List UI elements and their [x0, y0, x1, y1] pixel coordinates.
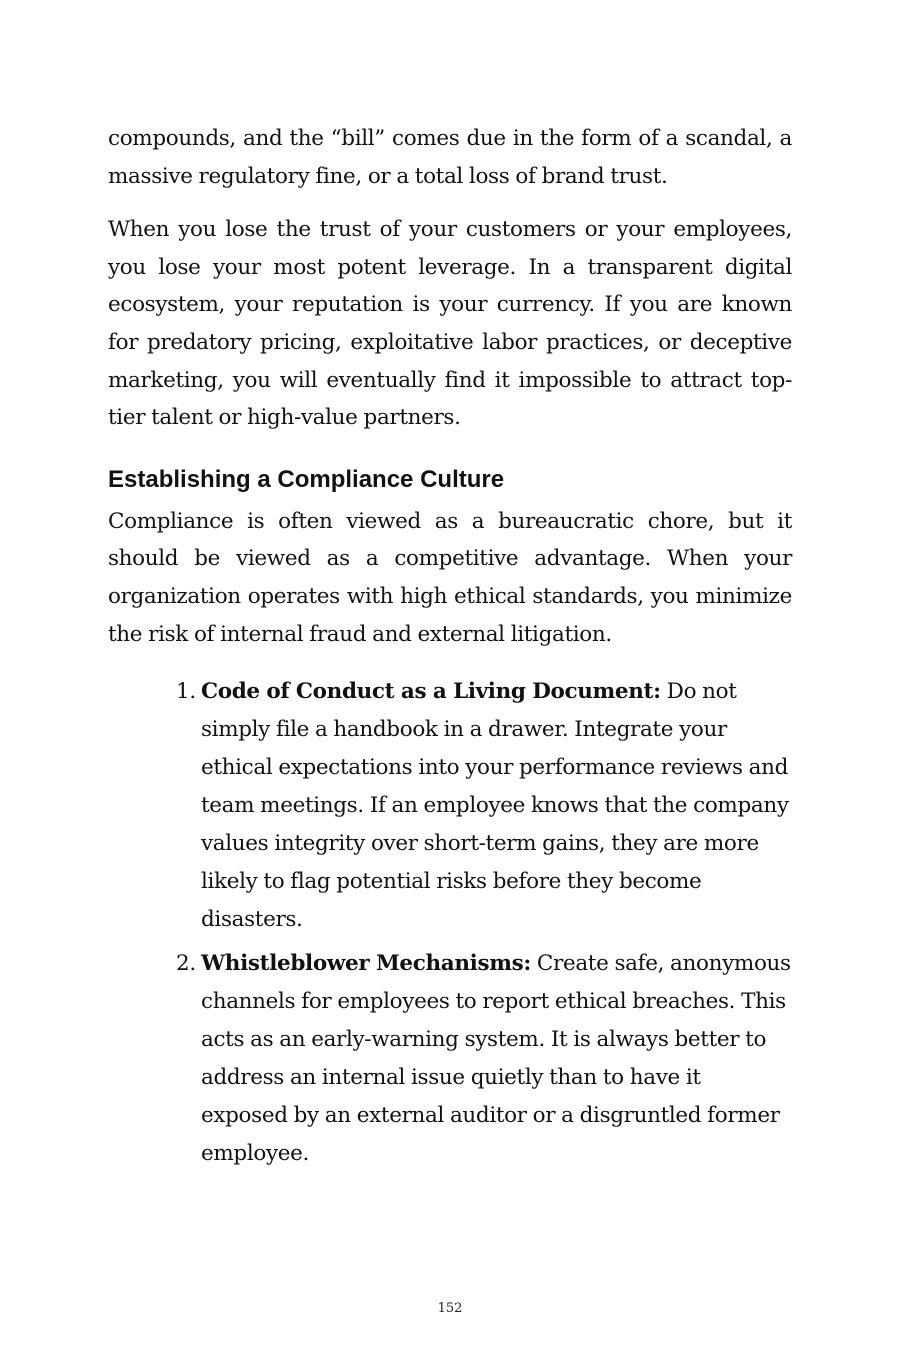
list-item — [108, 945, 792, 1172]
list-item-number: 2. — [176, 951, 196, 977]
list-item-number: 1. — [176, 679, 196, 705]
page-body — [108, 120, 792, 1180]
page-number: 152 — [437, 1301, 463, 1316]
section-intro-paragraph: Compliance is often viewed as a bureaucratic chore, but it should be viewed as a competitive advantage. When your organization operates with high ethical standards, you minimize the risk of internal fraud and external litigation. — [108, 508, 792, 647]
section-heading: Establishing a Compliance Culture — [108, 465, 505, 493]
list-item — [108, 673, 792, 938]
paragraph-continuation: compounds, and the “bill” comes due in the form of a scandal, a massive regulatory fine, or a total loss of brand trust. — [108, 126, 792, 189]
paragraph-trust: When you lose the trust of your customers or your employees, you lose your most potent leverage. In a transparent digital ecosystem, your reputation is your currency. If you are known for predatory pricing, exploitative labor practices, or deceptive marketing, you will eventually find it impossible to attract top-tier talent or high-value partners. — [108, 217, 792, 431]
list-item-term: Code of Conduct as a Living Document: — [201, 679, 661, 705]
list-item-term: Whistleblower Mechanisms: — [201, 951, 531, 977]
list-item-text: Create safe, anonymous channels for employees to report ethical breaches. This acts as an early-warning system. It is always better to address an internal issue quietly than to have it exposed by an external auditor or a disgruntled former employee. — [201, 951, 791, 1166]
numbered-list — [108, 673, 792, 1173]
list-item-text: Do not simply file a handbook in a drawer. Integrate your ethical expectations into your performance reviews and team meetings. If an employee knows that the company values integrity over short-term gains, they are more likely to flag potential risks before they become disasters. — [201, 679, 789, 932]
